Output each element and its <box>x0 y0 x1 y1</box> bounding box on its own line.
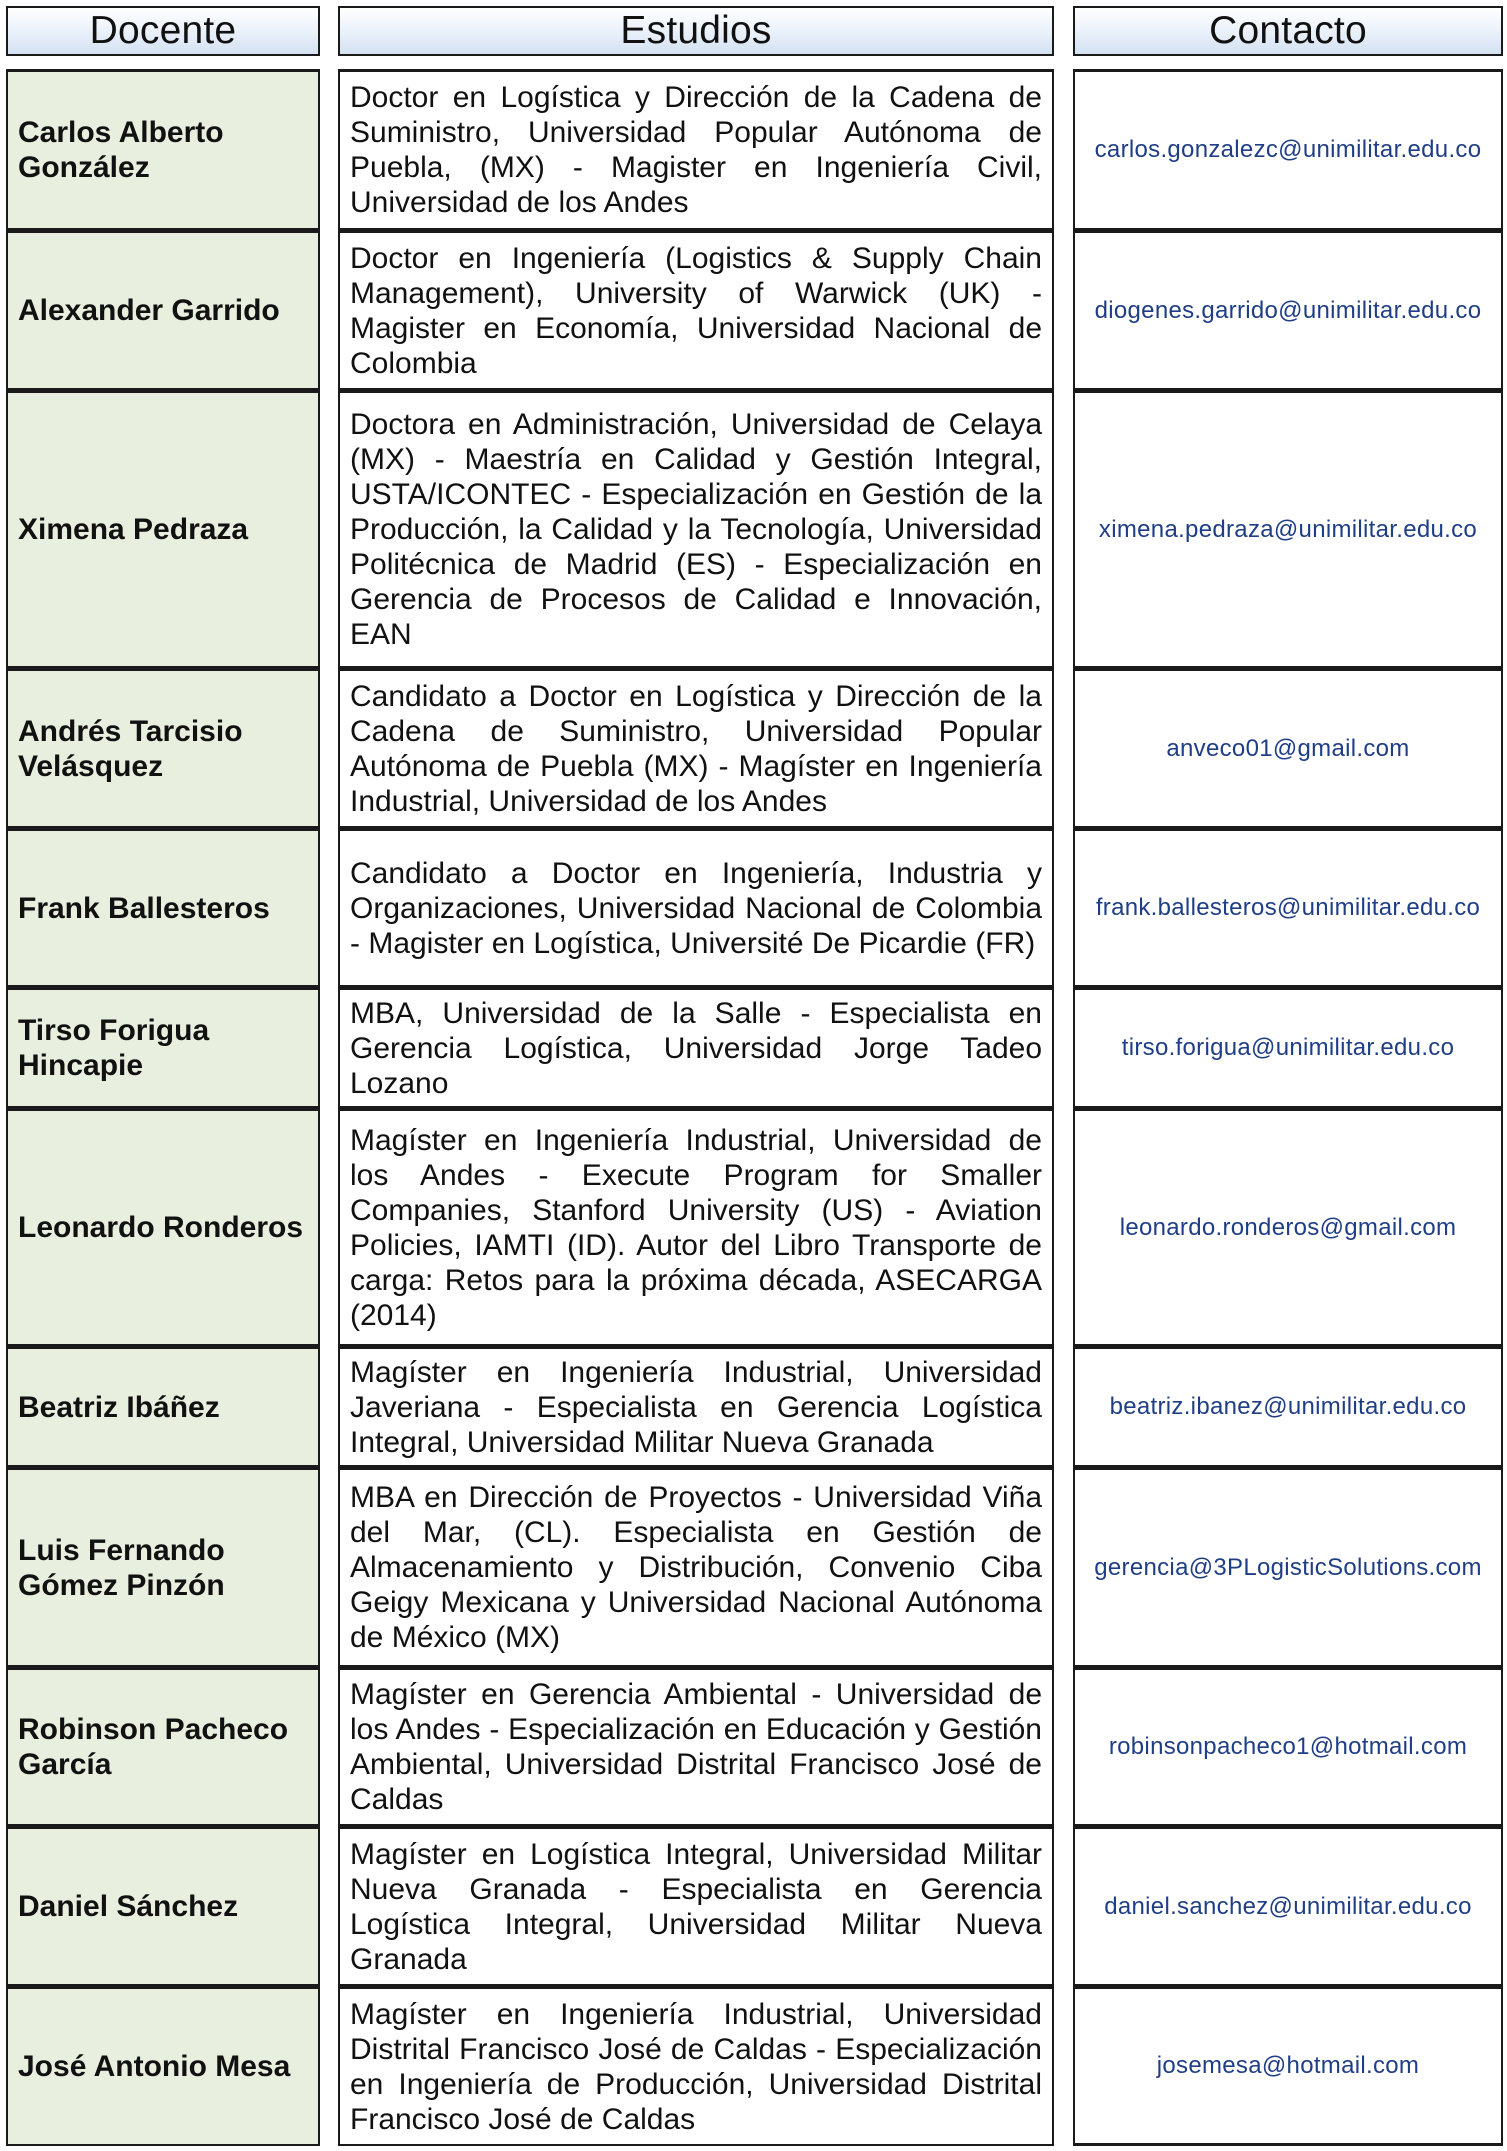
table-row <box>0 230 1507 390</box>
teacher-name: Beatriz Ibáñez <box>6 1346 320 1467</box>
table-row <box>0 828 1507 987</box>
teacher-name: Daniel Sánchez <box>6 1826 320 1986</box>
header-contacto: Contacto <box>1073 6 1503 56</box>
teacher-name: Ximena Pedraza <box>6 390 320 668</box>
studies-text: Doctor en Logística y Dirección de la Cadena de Suministro, Universidad Popular Autónoma de Puebla, (MX) - Magister en Ingeniería Civil, Universidad de los Andes <box>350 81 1042 219</box>
table-row <box>0 1346 1507 1467</box>
table-row <box>0 1108 1507 1346</box>
studies-text: Doctor en Ingeniería (Logistics & Supply Chain Management), University of Warwick (UK) - Magister en Economía, Universidad Nacional de Colombia <box>350 241 1042 380</box>
studies-text: Magíster en Gerencia Ambiental - Universidad de los Andes - Especialización en Educación y Gestión Ambiental, Universidad Distrital Francisco José de Caldas <box>350 1678 1042 1816</box>
teacher-name: Tirso Forigua Hincapie <box>6 987 320 1108</box>
table-row <box>0 390 1507 668</box>
table-row <box>0 1667 1507 1826</box>
teacher-name: Carlos Alberto González <box>6 69 320 230</box>
teacher-name: Andrés Tarcisio Velásquez <box>6 668 320 828</box>
teacher-name: José Antonio Mesa <box>6 1986 320 2146</box>
studies-cell <box>338 668 1054 828</box>
teacher-name: Leonardo Ronderos <box>6 1108 320 1346</box>
email-link[interactable]: anveco01@gmail.com <box>1073 668 1503 828</box>
studies-text: Magíster en Ingeniería Industrial, Universidad Javeriana - Especialista en Gerencia Logística Integral, Universidad Militar Nueva Granada <box>350 1355 1042 1459</box>
studies-cell <box>338 390 1054 668</box>
teacher-name: Robinson Pacheco García <box>6 1667 320 1826</box>
studies-text: MBA, Universidad de la Salle - Especialista en Gerencia Logística, Universidad Jorge Tadeo Lozano <box>350 996 1042 1100</box>
studies-cell <box>338 1346 1054 1467</box>
table-row <box>0 1826 1507 1986</box>
studies-cell <box>338 828 1054 987</box>
email-link[interactable]: beatriz.ibanez@unimilitar.edu.co <box>1073 1346 1503 1467</box>
email-link[interactable]: robinsonpacheco1@hotmail.com <box>1073 1667 1503 1826</box>
studies-cell <box>338 69 1054 230</box>
studies-text: Magíster en Logística Integral, Universidad Militar Nueva Granada - Especialista en Gerencia Logística Integral, Universidad Militar Nueva Granada <box>350 1837 1042 1976</box>
studies-cell <box>338 1986 1054 2146</box>
studies-text: Candidato a Doctor en Ingeniería, Industria y Organizaciones, Universidad Nacional de Colombia - Magister en Logística, Université De Picardie (FR) <box>350 856 1042 960</box>
teacher-name: Luis Fernando Gómez Pinzón <box>6 1467 320 1667</box>
header-estudios: Estudios <box>338 6 1054 56</box>
studies-cell <box>338 987 1054 1108</box>
table-row <box>0 1986 1507 2146</box>
studies-cell <box>338 1467 1054 1667</box>
header-docente: Docente <box>6 6 320 56</box>
studies-text: Doctora en Administración, Universidad de Celaya (MX) - Maestría en Calidad y Gestión Integral, USTA/ICONTEC - Especialización en Gestión de la Producción, la Calidad y la Tecnología, Universidad Politécnica de Madrid (ES) - Especialización en Gerencia de Procesos de Calidad e Innovación, EAN <box>350 408 1042 651</box>
studies-cell <box>338 1826 1054 1986</box>
email-link[interactable]: leonardo.ronderos@gmail.com <box>1073 1108 1503 1346</box>
table-row <box>0 69 1507 230</box>
studies-cell <box>338 230 1054 390</box>
table-row <box>0 1467 1507 1667</box>
email-link[interactable]: ximena.pedraza@unimilitar.edu.co <box>1073 390 1503 668</box>
email-link[interactable]: diogenes.garrido@unimilitar.edu.co <box>1073 230 1503 390</box>
email-link[interactable]: josemesa@hotmail.com <box>1073 1986 1503 2146</box>
teacher-name: Frank Ballesteros <box>6 828 320 987</box>
email-link[interactable]: daniel.sanchez@unimilitar.edu.co <box>1073 1826 1503 1986</box>
table-row <box>0 987 1507 1108</box>
email-link[interactable]: carlos.gonzalezc@unimilitar.edu.co <box>1073 69 1503 230</box>
email-link[interactable]: gerencia@3PLogisticSolutions.com <box>1073 1467 1503 1667</box>
studies-cell <box>338 1108 1054 1346</box>
studies-text: Candidato a Doctor en Logística y Dirección de la Cadena de Suministro, Universidad Popular Autónoma de Puebla (MX) - Magíster en Ingeniería Industrial, Universidad de los Andes <box>350 679 1042 818</box>
email-link[interactable]: frank.ballesteros@unimilitar.edu.co <box>1073 828 1503 987</box>
email-link[interactable]: tirso.forigua@unimilitar.edu.co <box>1073 987 1503 1108</box>
studies-cell <box>338 1667 1054 1826</box>
studies-text: MBA en Dirección de Proyectos - Universidad Viña del Mar, (CL). Especialista en Gestión de Almacenamiento y Distribución, Convenio Ciba Geigy Mexicana y Universidad Nacional Autónoma de México (MX) <box>350 1481 1042 1654</box>
table-row <box>0 668 1507 828</box>
teacher-name: Alexander Garrido <box>6 230 320 390</box>
studies-text: Magíster en Ingeniería Industrial, Universidad Distrital Francisco José de Caldas - Especialización en Ingeniería de Producción, Universidad Distrital Francisco José de Caldas <box>350 1997 1042 2136</box>
studies-text: Magíster en Ingeniería Industrial, Universidad de los Andes - Execute Program for Smaller Companies, Stanford University (US) - Aviation Policies, IAMTI (ID). Autor del Libro Transporte de carga: Retos para la próxima década, ASECARGA (2014) <box>350 1123 1042 1332</box>
